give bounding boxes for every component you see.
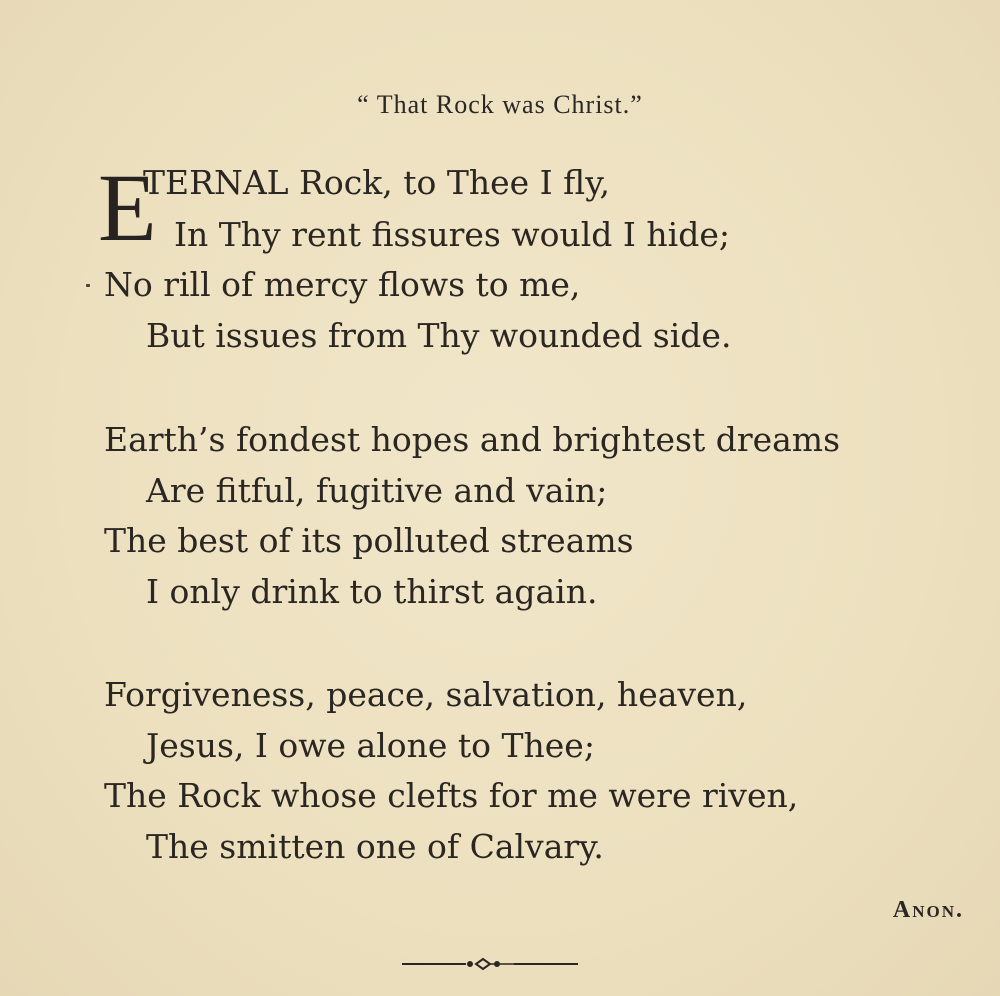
stanza-3-line-2: Jesus, I owe alone to Thee;	[146, 726, 595, 765]
stanza-1-line-1: TERNAL Rock, to Thee I fly,	[143, 163, 610, 202]
stanza-2-line-4: I only drink to thirst again.	[146, 572, 598, 611]
stanza-2-line-2: Are fitful, fugitive and vain;	[146, 471, 608, 510]
stanza-1-line-2: In Thy rent fissures would I hide;	[174, 215, 730, 254]
stray-dot-mark	[86, 284, 90, 287]
stanza-1-line-4: But issues from Thy wounded side.	[146, 316, 732, 355]
stanza-2-line-3: The best of its polluted streams	[104, 521, 634, 560]
drop-cap: E	[98, 154, 157, 261]
stanza-3-line-3: The Rock whose clefts for me were riven,	[104, 776, 799, 815]
author-attribution: Anon.	[892, 897, 964, 923]
tailpiece-ornament-icon	[402, 955, 578, 973]
stanza-3-line-1: Forgiveness, peace, salvation, heaven,	[104, 675, 748, 714]
stanza-1-line-3: No rill of mercy flows to me,	[104, 265, 581, 304]
stanza-3-line-4: The smitten one of Calvary.	[146, 827, 604, 866]
stanza-2-line-1: Earth’s fondest hopes and brightest dreams	[104, 420, 841, 459]
poem-title: “ That Rock was Christ.”	[357, 90, 643, 119]
